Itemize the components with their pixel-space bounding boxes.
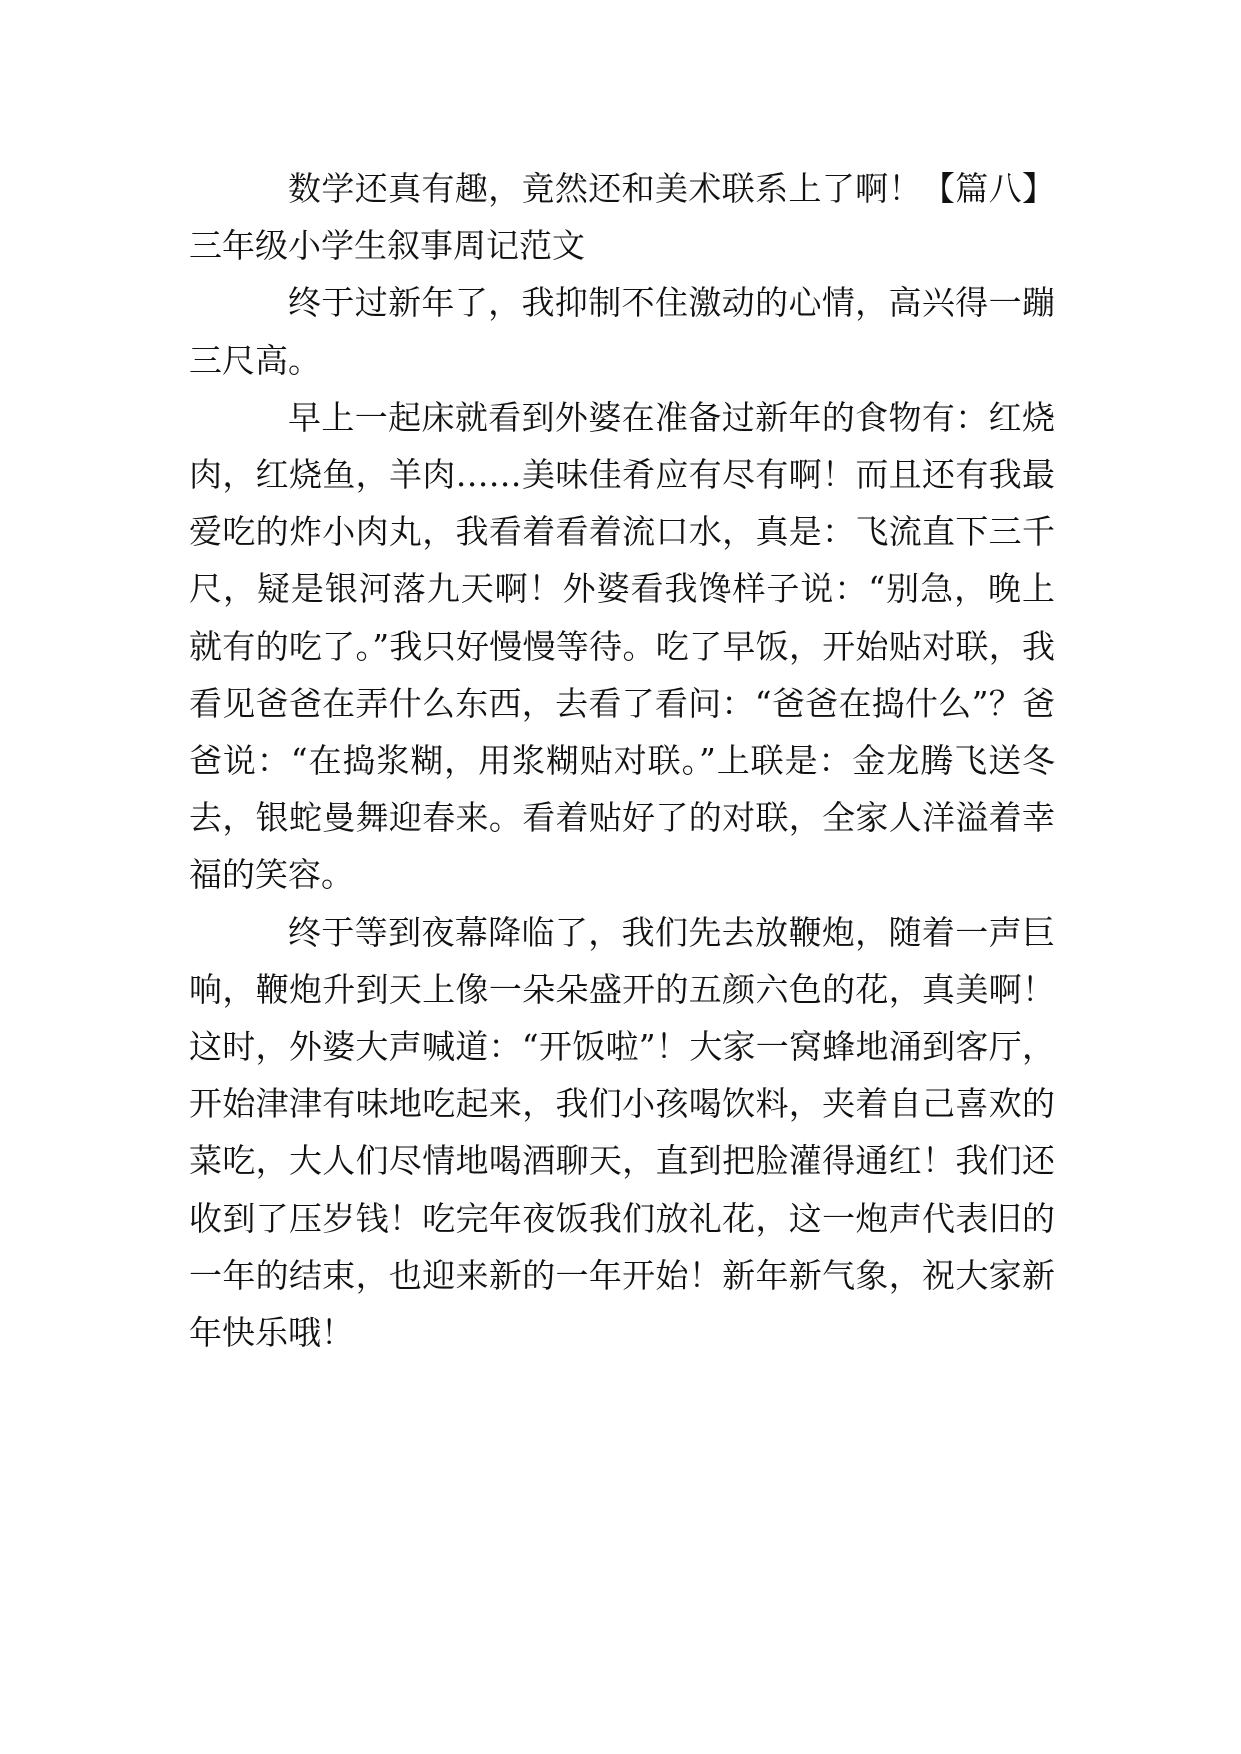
paragraph-new-year: 终于过新年了，我抑制不住激动的心情，高兴得一蹦三尺高。 [189,283,1055,380]
document-body [189,160,1055,1361]
paragraph-intro: 数学还真有趣，竟然还和美术联系上了啊！【篇八】三年级小学生叙事周记范文 [189,169,1055,266]
paragraph-evening: 终于等到夜幕降临了，我们先去放鞭炮，随着一声巨响，鞭炮升到天上像一朵朵盛开的五颜六色的花，真美啊！这时，外婆大声喊道：“开饭啦”！大家一窝蜂地涌到客厅，开始津津有味地吃起来，我们小孩喝饮料，夹着自己喜欢的菜吃，大人们尽情地喝酒聊天，直到把脸灌得通红！我们还收到了压岁钱！吃完年夜饭我们放礼花，这一炮声代表旧的一年的结束，也迎来新的一年开始！新年新气象，祝大家新年快乐哦！ [189,912,1055,1353]
paragraph-morning: 早上一起床就看到外婆在准备过新年的食物有：红烧肉，红烧鱼，羊肉……美味佳肴应有尽有啊！而且还有我最爱吃的炸小肉丸，我看着看着流口水，真是：飞流直下三千尺，疑是银河落九天啊！外婆看我馋样子说：“别急，晚上就有的吃了。”我只好慢慢等待。吃了早饭，开始贴对联，我看见爸爸在弄什么东西，去看了看问：“爸爸在捣什么”？爸爸说：“在捣浆糊，用浆糊贴对联。”上联是：金龙腾飞送冬去，银蛇曼舞迎春来。看着贴好了的对联，全家人洋溢着幸福的笑容。 [189,397,1055,895]
